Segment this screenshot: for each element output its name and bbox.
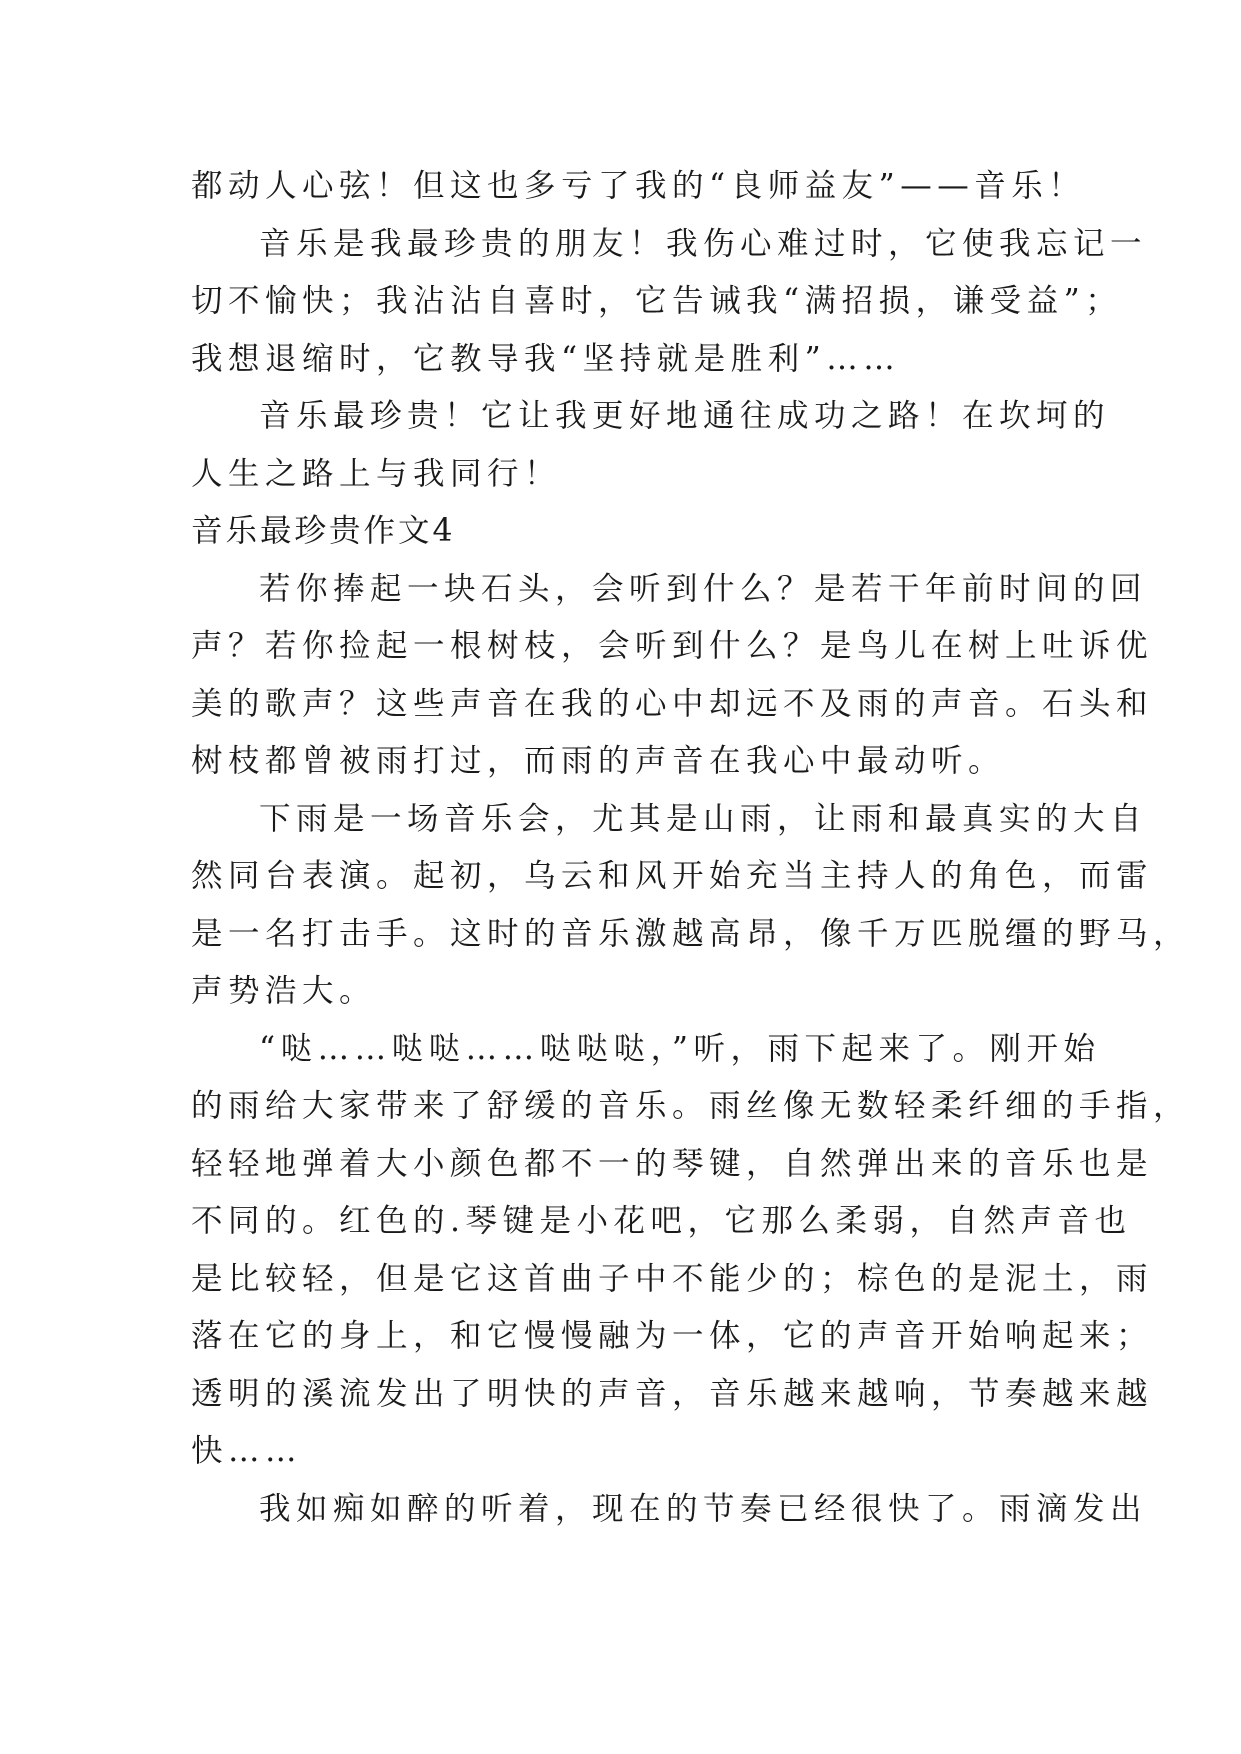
text-line: 落在它的身上，和它慢慢融为一体，它的声音开始响起来； bbox=[191, 1318, 1154, 1354]
text-line: 树枝都曾被雨打过，而雨的声音在我心中最动听。 bbox=[191, 743, 1006, 779]
text-line: 都动人心弦！但这也多亏了我的“良师益友”——音乐！ bbox=[191, 168, 1086, 204]
text-line: 的雨给大家带来了舒缓的音乐。雨丝像无数轻柔纤细的手指， bbox=[191, 1088, 1191, 1124]
paragraph-start-line: 音乐是我最珍贵的朋友！我伤心难过时，它使我忘记一 bbox=[259, 225, 1148, 262]
text-line: 人生之路上与我同行！ bbox=[191, 455, 562, 492]
document-page bbox=[191, 158, 1191, 1538]
text-line: 我想退缩时，它教导我“坚持就是胜利”…… bbox=[191, 340, 901, 377]
paragraph-start-line: “哒……哒哒……哒哒哒，”听，雨下起来了。刚开始 bbox=[259, 1030, 1101, 1067]
text-line: 声？若你捡起一根树枝，会听到什么？是鸟儿在树上吐诉优 bbox=[191, 628, 1154, 664]
section-heading: 音乐最珍贵作文4 bbox=[191, 513, 456, 549]
text-line: 轻轻地弹着大小颜色都不一的琴键，自然弹出来的音乐也是 bbox=[191, 1145, 1154, 1182]
paragraph-start-line: 下雨是一场音乐会，尤其是山雨，让雨和最真实的大自 bbox=[259, 800, 1148, 837]
text-line: 是一名打击手。这时的音乐激越高昂，像千万匹脱缰的野马， bbox=[191, 915, 1191, 952]
paragraph-start-line: 若你捧起一块石头，会听到什么？是若干年前时间的回 bbox=[259, 570, 1148, 607]
paragraph-start-line: 我如痴如醉的听着，现在的节奏已经很快了。雨滴发出 bbox=[259, 1490, 1148, 1527]
text-line: 是比较轻，但是它这首曲子中不能少的；棕色的是泥土，雨 bbox=[191, 1260, 1154, 1297]
text-line: 声势浩大。 bbox=[191, 973, 377, 1009]
text-line: 快…… bbox=[191, 1433, 303, 1469]
text-line: 然同台表演。起初，乌云和风开始充当主持人的角色，而雷 bbox=[191, 858, 1154, 894]
paragraph-start-line: 音乐最珍贵！它让我更好地通往成功之路！在坎坷的 bbox=[259, 398, 1111, 434]
text-line: 美的歌声？这些声音在我的心中却远不及雨的声音。石头和 bbox=[191, 685, 1154, 722]
text-line: 透明的溪流发出了明快的声音，音乐越来越响，节奏越来越 bbox=[191, 1375, 1154, 1412]
text-line: 切不愉快；我沾沾自喜时，它告诫我“满招损，谦受益”； bbox=[191, 283, 1123, 319]
text-line: 不同的。红色的.琴键是小花吧，它那么柔弱，自然声音也 bbox=[191, 1203, 1132, 1239]
